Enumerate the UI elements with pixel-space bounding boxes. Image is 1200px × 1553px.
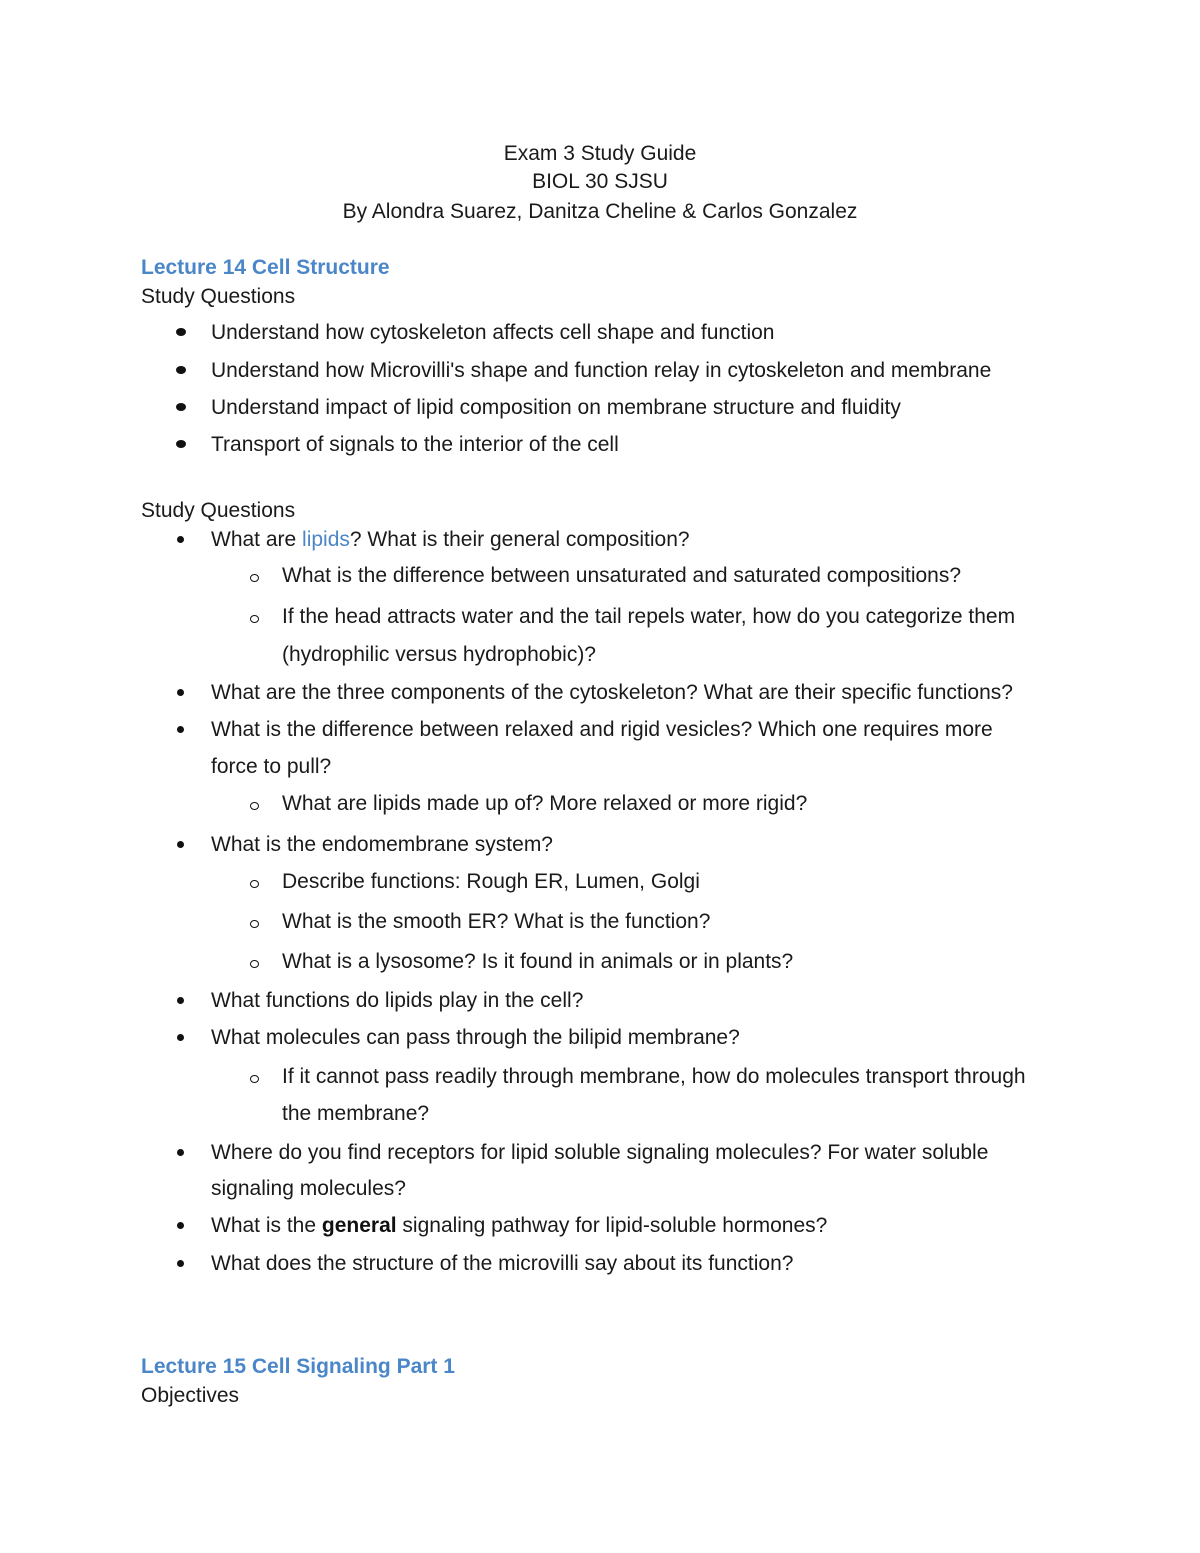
sub-question-continuation: the membrane? [282,1102,430,1125]
question-text: What is the [211,1214,322,1237]
bullet-marker [176,366,186,374]
question-item [211,1213,827,1239]
bullet-marker [177,1034,184,1041]
sub-question-item: What is the difference between unsaturated and saturated compositions? [282,564,962,587]
question-item: What does the structure of the microvilli say about its function? [211,1252,794,1275]
bullet-marker [176,328,186,336]
question-item: What molecules can pass through the bilipid membrane? [211,1026,740,1049]
sub-question-item: If it cannot pass readily through membrane, how do molecules transport through [282,1065,1026,1088]
objectives-label: Study Questions [141,285,296,308]
question-item: What functions do lipids play in the cell? [211,989,584,1012]
objectives-label: Objectives [141,1384,240,1407]
sub-bullet-marker [250,1075,259,1083]
bullet-marker [177,1222,184,1229]
bullet-marker [176,403,186,411]
question-item: What are the three components of the cytoskeleton? What are their specific functions? [211,681,1013,704]
sub-question-item: Describe functions: Rough ER, Lumen, Golgi [282,870,700,893]
sub-bullet-marker [250,615,259,623]
bullet-marker [177,1260,184,1267]
sub-question-item: If the head attracts water and the tail repels water, how do you categorize them [282,605,1016,628]
bullet-marker [177,1149,184,1156]
question-continuation: force to pull? [211,755,332,778]
question-item: What is the difference between relaxed and rigid vesicles? Which one requires more [211,718,993,741]
document-title: Exam 3 Study Guide [503,142,697,165]
section-heading-lecture-15: Lecture 15 Cell Signaling Part 1 [141,1355,455,1378]
bullet-marker [177,997,184,1004]
sub-question-continuation: (hydrophilic versus hydrophobic)? [282,643,596,666]
question-text: What are [211,528,303,551]
sub-question-item: What is the smooth ER? What is the function? [282,910,711,933]
bold-emphasis: general [321,1214,397,1237]
lipids-link[interactable]: lipids [302,528,350,551]
bullet-marker [177,536,184,543]
sub-bullet-marker [250,574,259,582]
authors-line: By Alondra Suarez, Danitza Cheline & Carlos Gonzalez [342,200,858,223]
section-heading-lecture-14: Lecture 14 Cell Structure [141,256,390,279]
course-name: BIOL 30 SJSU [532,170,668,193]
objective-item: Transport of signals to the interior of the cell [211,433,619,456]
question-item: What is the endomembrane system? [211,833,553,856]
sub-bullet-marker [250,960,259,968]
bullet-marker [176,440,186,448]
sub-question-item: What are lipids made up of? More relaxed or more rigid? [282,792,808,815]
bullet-marker [177,841,184,848]
objective-item: Understand how cytoskeleton affects cell shape and function [211,321,775,344]
question-item [211,527,690,553]
question-text: ? What is their general composition? [349,528,690,551]
question-text: signaling pathway for lipid-soluble hormones? [396,1214,828,1237]
bullet-marker [177,689,184,696]
sub-bullet-marker [250,802,259,810]
sub-bullet-marker [250,920,259,928]
bullet-marker [177,726,184,733]
sub-bullet-marker [250,880,259,888]
study-questions-label: Study Questions [141,499,296,522]
sub-question-item: What is a lysosome? Is it found in animals or in plants? [282,950,794,973]
question-continuation: signaling molecules? [211,1177,406,1200]
objective-item: Understand impact of lipid composition on membrane structure and fluidity [211,396,901,419]
objective-item: Understand how Microvilli's shape and function relay in cytoskeleton and membrane [211,359,992,382]
question-item: Where do you find receptors for lipid soluble signaling molecules? For water soluble [211,1141,989,1164]
